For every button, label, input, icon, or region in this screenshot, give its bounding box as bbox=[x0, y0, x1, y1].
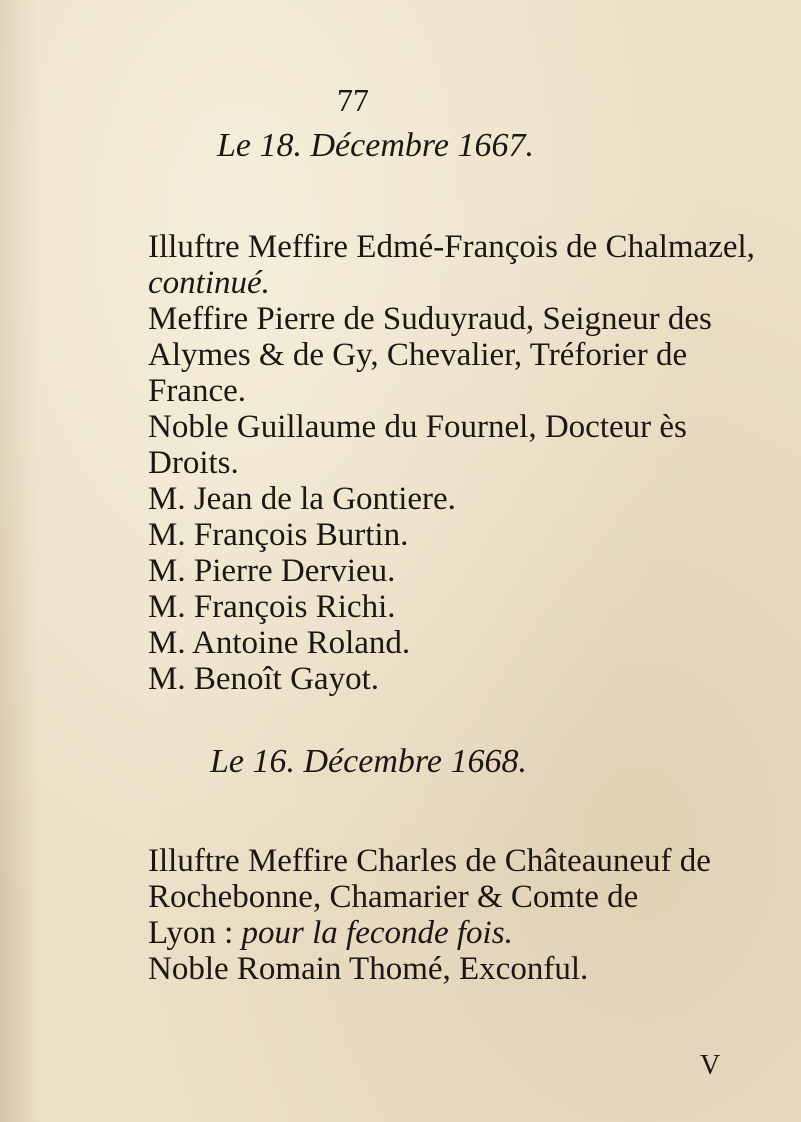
entry-line bbox=[148, 914, 513, 952]
entry-line: Rochebonne, Chamarier & Comte de bbox=[148, 879, 639, 915]
entry-line: Alymes & de Gy, Chevalier, Tréforier de bbox=[148, 337, 688, 373]
entry-line: continué. bbox=[148, 265, 270, 301]
section-2-date-heading: Le 16. Décembre 1668. bbox=[210, 743, 527, 780]
entry-line: Noble Guillaume du Fournel, Docteur ès bbox=[148, 409, 687, 445]
section-1-date-heading: Le 18. Décembre 1667. bbox=[217, 127, 534, 164]
entry-line: Meffire Pierre de Suduyraud, Seigneur des bbox=[148, 301, 712, 337]
entry-line: Illuftre Meffire Charles de Châteauneuf de bbox=[148, 843, 711, 879]
entry-line: M. Pierre Dervieu. bbox=[148, 553, 396, 589]
entry-line-italic-text: pour la feconde fois. bbox=[241, 915, 513, 951]
entry-line: Noble Romain Thomé, Exconful. bbox=[148, 951, 589, 987]
page-number: 77 bbox=[337, 82, 369, 118]
entry-line: France. bbox=[148, 373, 247, 409]
entry-line: M. Jean de la Gontiere. bbox=[148, 481, 456, 517]
entry-line: M. François Richi. bbox=[148, 589, 396, 625]
signature-mark: V bbox=[700, 1050, 721, 1081]
entry-line: M. François Burtin. bbox=[148, 517, 409, 553]
entry-line: M. Antoine Roland. bbox=[148, 625, 411, 661]
entry-line: Droits. bbox=[148, 445, 239, 481]
entry-line: Illuftre Meffire Edmé-François de Chalmazel, bbox=[148, 229, 755, 265]
entry-line: M. Benoît Gayot. bbox=[148, 661, 379, 697]
entry-line-text: Lyon : bbox=[148, 915, 242, 951]
